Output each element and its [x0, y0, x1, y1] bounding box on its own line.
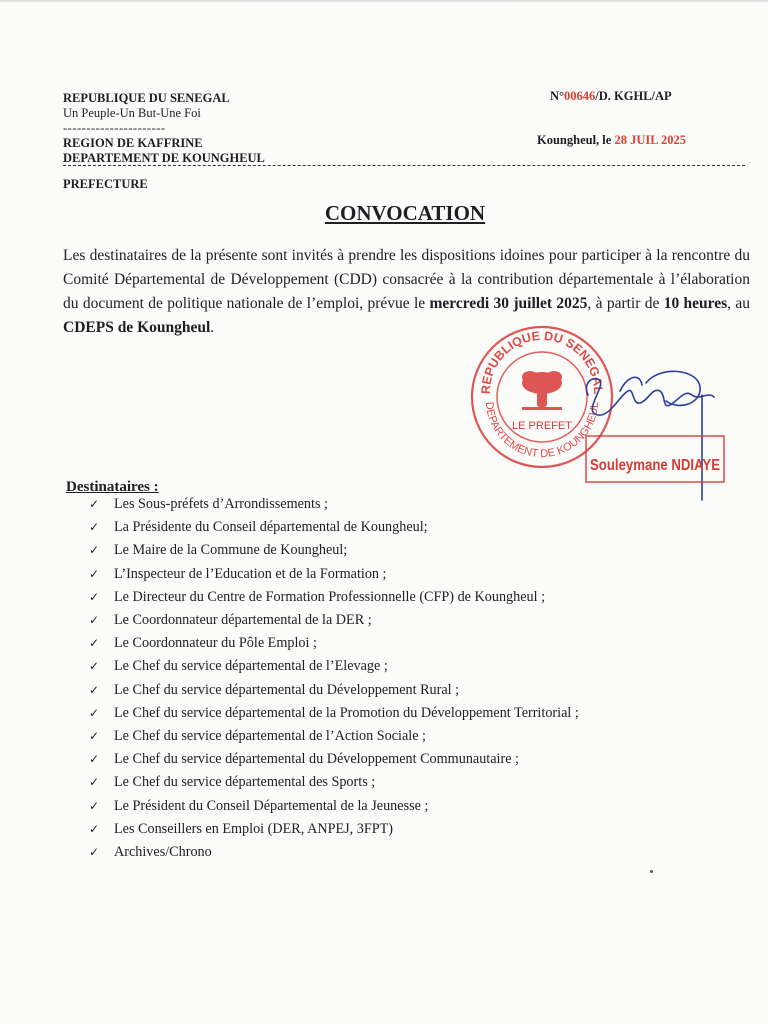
- recipient-label: Le Coordonnateur du Pôle Emploi ;: [114, 635, 317, 652]
- country-name: REPUBLIQUE DU SENEGAL: [63, 91, 230, 105]
- list-item: [89, 609, 579, 632]
- date-prefix: Koungheul, le: [537, 133, 615, 147]
- recipient-label: La Présidente du Conseil départemental de Koungheul;: [114, 519, 428, 536]
- document-title: CONVOCATION: [324, 201, 486, 225]
- list-item: [89, 516, 579, 539]
- department-name: DEPARTEMENT DE KOUNGHEUL: [63, 151, 265, 165]
- header-divider: [63, 165, 745, 166]
- checkmark-icon: ✓: [89, 566, 100, 581]
- checkmark-icon: ✓: [89, 636, 100, 651]
- national-motto: Un Peuple-Un But-Une Foi: [63, 106, 201, 120]
- checkmark-icon: ✓: [89, 728, 100, 743]
- reference-number-value: 00646: [564, 89, 596, 103]
- meeting-date: mercredi 30 juillet 2025: [429, 295, 588, 312]
- list-item: [89, 679, 579, 702]
- recipient-label: Les Conseillers en Emploi (DER, ANPEJ, 3FPT): [114, 820, 394, 837]
- name-stamp: [586, 436, 724, 482]
- recipient-label: Le Chef du service départemental des Sports ;: [114, 774, 376, 791]
- header-separator: ----------------------: [63, 121, 166, 135]
- recipient-label: Le Chef du service départemental de l’Elevage ;: [114, 658, 388, 675]
- list-item: [89, 632, 579, 655]
- baobab-emblem-icon: [522, 371, 562, 410]
- recipient-label: Les Sous-préfets d’Arrondissements ;: [114, 496, 328, 513]
- seal-ring-top: REPUBLIQUE DU SENEGAL: [478, 328, 606, 395]
- meeting-time: 10 heures: [663, 295, 728, 312]
- body-text-4: .: [210, 319, 215, 336]
- scan-edge: [0, 0, 768, 3]
- office-name: PREFECTURE: [63, 177, 148, 191]
- list-item: [89, 539, 579, 562]
- reference-prefix: N°: [550, 89, 565, 103]
- region-name: REGION DE KAFFRINE: [63, 136, 203, 150]
- official-stamp-signature: [470, 325, 730, 505]
- seal-ring-bottom: DEPARTEMENT DE KOUNGHEUL: [482, 401, 602, 461]
- recipients-heading: Destinataires :: [66, 479, 159, 495]
- reference-suffix: /D. KGHL/AP: [595, 89, 672, 103]
- prefect-name: Souleymane NDIAYE: [590, 457, 721, 474]
- checkmark-icon: ✓: [89, 752, 100, 767]
- list-item: [89, 655, 579, 678]
- checkmark-icon: ✓: [89, 705, 100, 720]
- checkmark-icon: ✓: [89, 682, 100, 697]
- recipient-label: Archives/Chrono: [114, 843, 212, 860]
- reference-number: [550, 89, 672, 104]
- date-stamp: 28 JUIL 2025: [614, 133, 686, 147]
- prefect-seal: [472, 327, 612, 467]
- recipient-label: Le Maire de la Commune de Koungheul;: [114, 542, 348, 559]
- checkmark-icon: ✓: [89, 798, 100, 813]
- list-item: [89, 748, 579, 771]
- checkmark-icon: ✓: [89, 543, 100, 558]
- recipient-label: Le Président du Conseil Départemental de la Jeunesse ;: [114, 797, 429, 814]
- checkmark-icon: ✓: [89, 659, 100, 674]
- recipient-label: Le Chef du service départemental du Développement Communautaire ;: [114, 751, 519, 768]
- checkmark-icon: ✓: [89, 844, 100, 859]
- list-item: [89, 841, 579, 864]
- letterhead-left: [63, 91, 265, 166]
- checkmark-icon: ✓: [89, 520, 100, 535]
- list-item: [89, 771, 579, 794]
- recipients-list: [89, 493, 579, 864]
- checkmark-icon: ✓: [89, 775, 100, 790]
- recipient-label: Le Directeur du Centre de Formation Professionnelle (CFP) de Koungheul ;: [114, 588, 546, 605]
- list-item: [89, 725, 579, 748]
- list-item: [89, 493, 579, 516]
- recipient-label: Le Coordonnateur départemental de la DER ;: [114, 612, 372, 629]
- checkmark-icon: ✓: [89, 821, 100, 836]
- meeting-place: CDEPS de Koungheul: [63, 319, 211, 336]
- seal-center-label: LE PREFET: [512, 420, 572, 432]
- list-item: [89, 818, 579, 841]
- checkmark-icon: ✓: [89, 497, 100, 512]
- recipient-label: Le Chef du service départemental de l’Action Sociale ;: [114, 727, 427, 744]
- list-item: [89, 702, 579, 725]
- checkmark-icon: ✓: [89, 613, 100, 628]
- list-item: [89, 586, 579, 609]
- scan-speck: [650, 870, 653, 873]
- place-date: [537, 133, 686, 148]
- body-text-3: , au: [727, 295, 751, 312]
- recipient-label: L’Inspecteur de l’Education et de la Formation ;: [114, 565, 387, 582]
- checkmark-icon: ✓: [89, 589, 100, 604]
- body-text-2: , à partir de: [587, 295, 664, 312]
- recipient-label: Le Chef du service départemental de la Promotion du Développement Territorial ;: [114, 704, 579, 721]
- body-text-1: Les destinataires de la présente sont invités à prendre les dispositions idoines pour participer à la rencontre du Comité Départemental de Développement (CDD) consacrée à la contribution départementale à l’élaboration du document de politique nationale de l’emploi, prévue le: [63, 247, 750, 312]
- list-item: [89, 563, 579, 586]
- recipient-label: Le Chef du service départemental du Développement Rural ;: [114, 681, 460, 698]
- list-item: [89, 794, 579, 817]
